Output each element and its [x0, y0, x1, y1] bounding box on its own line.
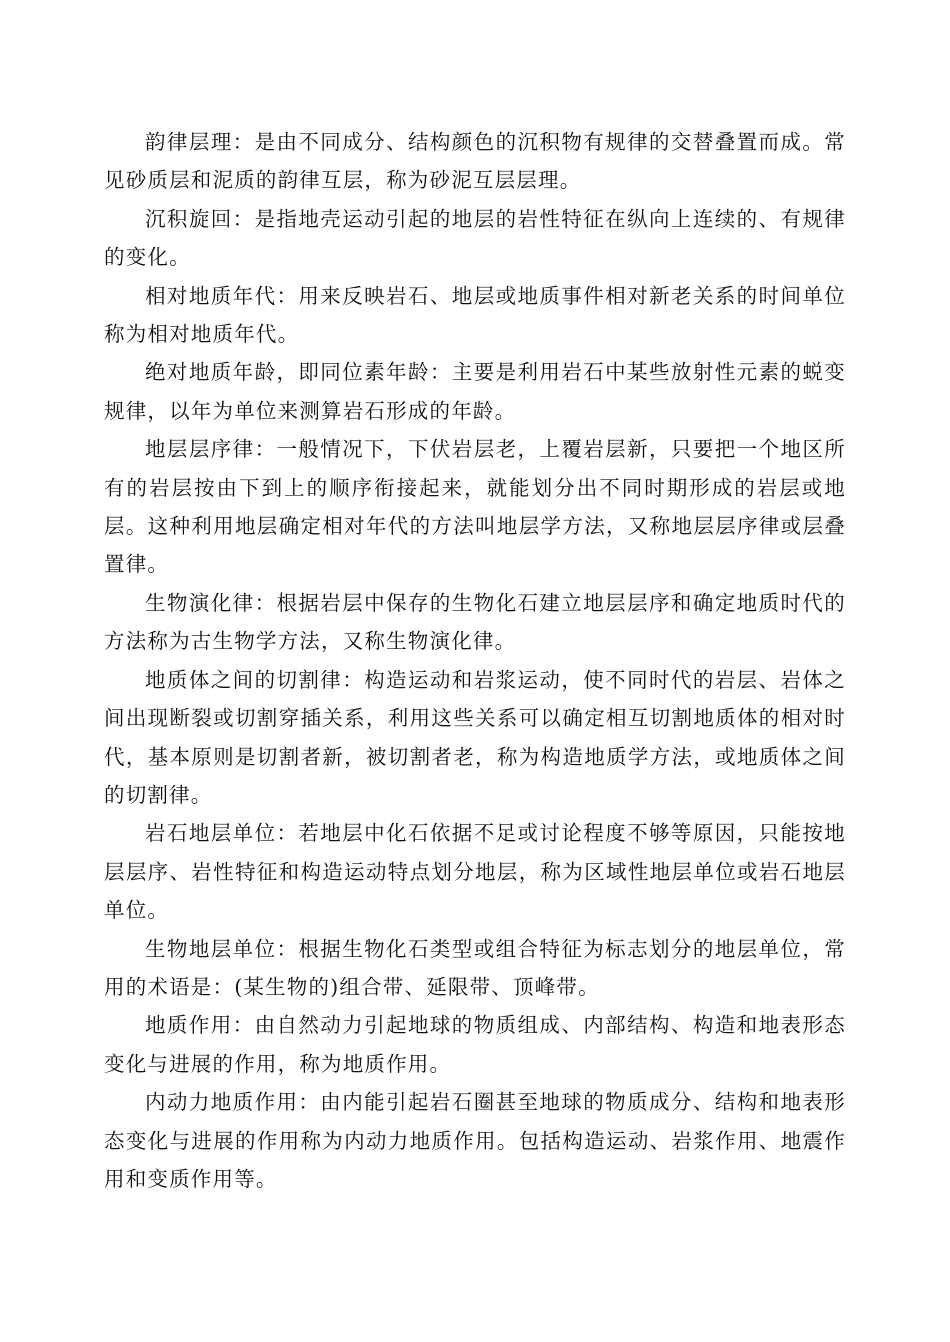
paragraph-sedimentary-cycle: 沉积旋回：是指地壳运动引起的地层的岩性特征在纵向上连续的、有规律的变化。	[104, 206, 846, 270]
paragraph-endogenic-process: 内动力地质作用：由内能引起岩石圈甚至地球的物质成分、结构和地表形态变化与进展的作用称为内动力地质作用。包括构造运动、岩浆作用、地震作用和变质作用等。	[104, 1090, 846, 1191]
paragraph-lithostratigraphic-unit: 岩石地层单位：若地层中化石依据不足或讨论程度不够等原因，只能按地层层序、岩性特征和构造运动特点划分地层，称为区域性地层单位或岩石地层单位。	[104, 821, 846, 923]
paragraph-cross-cutting-law: 地质体之间的切割律：构造运动和岩浆运动，使不同时代的岩层、岩体之间出现断裂或切割穿插关系，利用这些关系可以确定相互切割地质体的相对时代，基本原则是切割者新，被切割者老，称为构造地质学方法，或地质体之间的切割律。	[104, 667, 846, 807]
paragraph-relative-geologic-age: 相对地质年代：用来反映岩石、地层或地质事件相对新老关系的时间单位称为相对地质年代。	[104, 283, 846, 347]
paragraph-law-of-superposition: 地层层序律：一般情况下，下伏岩层老，上覆岩层新，只要把一个地区所有的岩层按由下到上的顺序衔接起来，就能划分出不同时期形成的岩层或地层。这种利用地层确定相对年代的方法叫地层学方法，又称地层层序律或层叠置律。	[104, 437, 846, 577]
paragraph-geological-process: 地质作用：由自然动力引起地球的物质组成、内部结构、构造和地表形态变化与进展的作用，称为地质作用。	[104, 1013, 846, 1076]
paragraph-rhythmic-bedding: 韵律层理：是由不同成分、结构颜色的沉积物有规律的交替叠置而成。常见砂质层和泥质的韵律互层，称为砂泥互层层理。	[104, 130, 846, 193]
paragraph-absolute-geologic-age: 绝对地质年龄，即同位素年龄：主要是利用岩石中某些放射性元素的蜕变规律，以年为单位来测算岩石形成的年龄。	[104, 360, 846, 423]
document-body	[104, 123, 846, 1198]
paragraph-law-of-faunal-succession: 生物演化律：根据岩层中保存的生物化石建立地层层序和确定地质时代的方法称为古生物学方法，又称生物演化律。	[104, 590, 846, 654]
paragraph-biostratigraphic-unit: 生物地层单位：根据生物化石类型或组合特征为标志划分的地层单位，常用的术语是：(某生物的)组合带、延限带、顶峰带。	[104, 936, 846, 999]
